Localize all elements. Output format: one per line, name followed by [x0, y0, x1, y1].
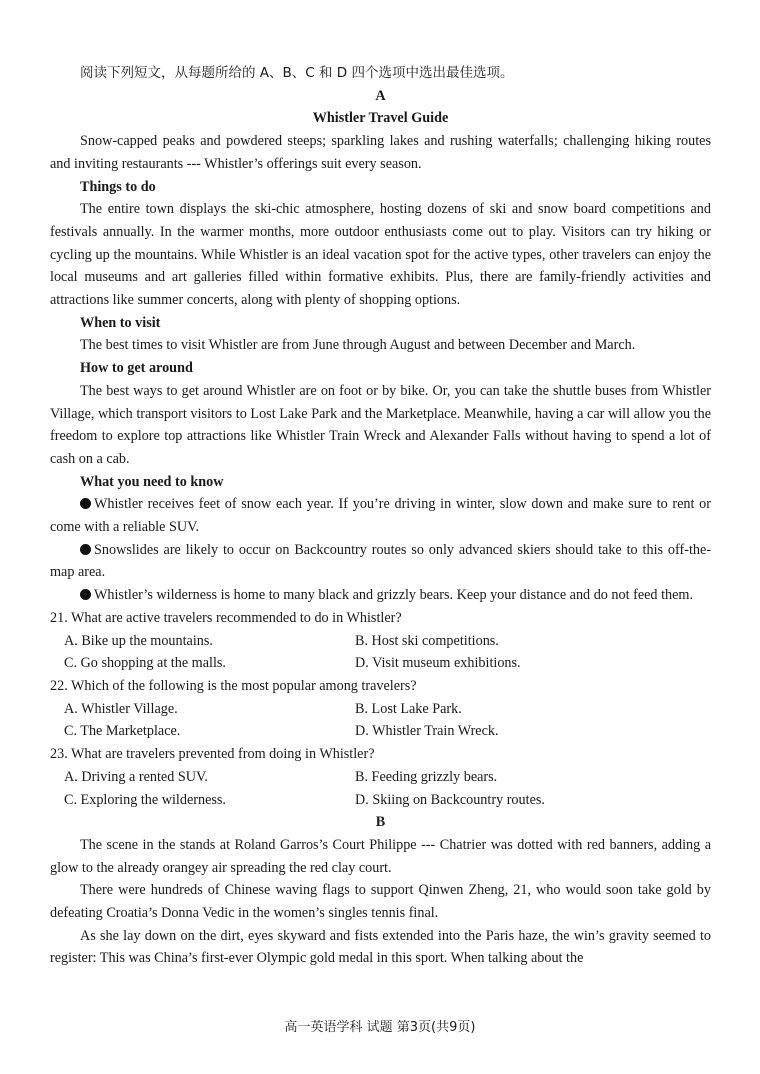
question-21-options-row — [50, 652, 711, 675]
question-21-option-b[interactable]: B. Host ski competitions. — [355, 632, 499, 649]
bullet-icon — [80, 498, 91, 509]
bullet-text: Whistler receives feet of snow each year. If you’re driving in winter, slow down and make sure to rent or come with a reliable SUV. — [50, 496, 711, 536]
bullet-text: Snowslides are likely to occur on Backcountry routes so only advanced skiers should take to this off-the-map area. — [50, 541, 711, 581]
question-22-option-a[interactable]: A. Whistler Village. — [64, 700, 178, 717]
passage-a-intro: Snow-capped peaks and powdered steeps; sparkling lakes and rushing waterfalls; challenging hiking routes and inviting restaurants --- Whistler’s offerings suit every season. — [50, 133, 711, 172]
question-23-options-row — [50, 789, 711, 812]
section-text-things-to-do: The entire town displays the ski-chic atmosphere, hosting dozens of ski and snow board competitions and festivals annually. In the warmer months, more outdoor enthusiasts come out to play. Visitors can try hiking or cycling up the mountains. While Whistler is an ideal vacation spot for the active types, other travelers can enjoy the local museums and art galleries filled within formative exhibits. Plus, there are family-friendly activities and attractions like summer concerts, along with plenty of shopping options. — [50, 201, 711, 309]
question-22-options-row — [50, 720, 711, 743]
instructions: 阅读下列短文，从每题所给的 A、B、C 和 D 四个选项中选出最佳选项。 — [80, 65, 514, 81]
section-heading-need-to-know: What you need to know — [80, 473, 224, 490]
question-22-stem: 22. Which of the following is the most popular among travelers? — [50, 677, 417, 694]
passage-b-paragraph: There were hundreds of Chinese waving flags to support Qinwen Zheng, 21, who would soon take gold by defeating Croatia’s Donna Vedic in the women’s singles tennis final. — [50, 882, 711, 922]
bullet-text: Whistler’s wilderness is home to many black and grizzly bears. Keep your distance and do not feed them. — [94, 587, 693, 604]
passage-b-label: B — [375, 814, 386, 831]
section-text-when-to-visit: The best times to visit Whistler are from June through August and between December and March. — [80, 337, 636, 354]
section-heading-things-to-do: Things to do — [80, 178, 156, 195]
question-23-option-a[interactable]: A. Driving a rented SUV. — [64, 768, 208, 785]
question-21-option-c[interactable]: C. Go shopping at the malls. — [64, 655, 226, 672]
section-text-get-around: The best ways to get around Whistler are on foot or by bike. Or, you can take the shuttle buses from Whistler Village, which transport visitors to Lost Lake Park and the Marketplace. Meanwhile, having a car will allow you the freedom to explore top attractions like Whistler Train Wreck and Alexander Falls without having to spend a lot of cash on a cab. — [50, 382, 711, 467]
question-21-option-d[interactable]: D. Visit museum exhibitions. — [355, 655, 521, 672]
page-content — [50, 62, 711, 970]
question-21-options-row — [50, 630, 711, 653]
page-footer: 高一英语学科 试题 第3页(共9页) — [284, 1020, 476, 1035]
bullet-item — [50, 539, 711, 584]
question-23-option-c[interactable]: C. Exploring the wilderness. — [64, 791, 226, 808]
question-23-option-b[interactable]: B. Feeding grizzly bears. — [355, 768, 498, 785]
bullet-item — [50, 584, 711, 607]
question-21-option-a[interactable]: A. Bike up the mountains. — [64, 632, 213, 649]
passage-b-paragraph: As she lay down on the dirt, eyes skyward and fists extended into the Paris haze, the win’s gravity seemed to register: This was China’s first-ever Olympic gold medal in this sport. When talking about the — [50, 927, 711, 967]
section-heading-when-to-visit: When to visit — [80, 314, 161, 331]
section-heading-get-around: How to get around — [80, 360, 193, 377]
bullet-item — [50, 493, 711, 538]
passage-a-title: Whistler Travel Guide — [312, 110, 449, 127]
question-23-stem: 23. What are travelers prevented from doing in Whistler? — [50, 746, 375, 763]
question-22-option-d[interactable]: D. Whistler Train Wreck. — [355, 723, 499, 740]
question-22-option-c[interactable]: C. The Marketplace. — [64, 723, 181, 740]
question-21-stem: 21. What are active travelers recommended to do in Whistler? — [50, 609, 402, 626]
question-23-options-row — [50, 766, 711, 789]
passage-a-label: A — [375, 87, 386, 104]
question-22-option-b[interactable]: B. Lost Lake Park. — [355, 700, 462, 717]
question-23-option-d[interactable]: D. Skiing on Backcountry routes. — [355, 791, 545, 808]
passage-b-paragraph: The scene in the stands at Roland Garros’s Court Philippe --- Chatrier was dotted with red banners, adding a glow to the already orangey air spreading the red clay court. — [50, 836, 711, 876]
bullet-icon — [80, 589, 91, 600]
question-22-options-row — [50, 698, 711, 721]
bullet-icon — [80, 544, 91, 555]
